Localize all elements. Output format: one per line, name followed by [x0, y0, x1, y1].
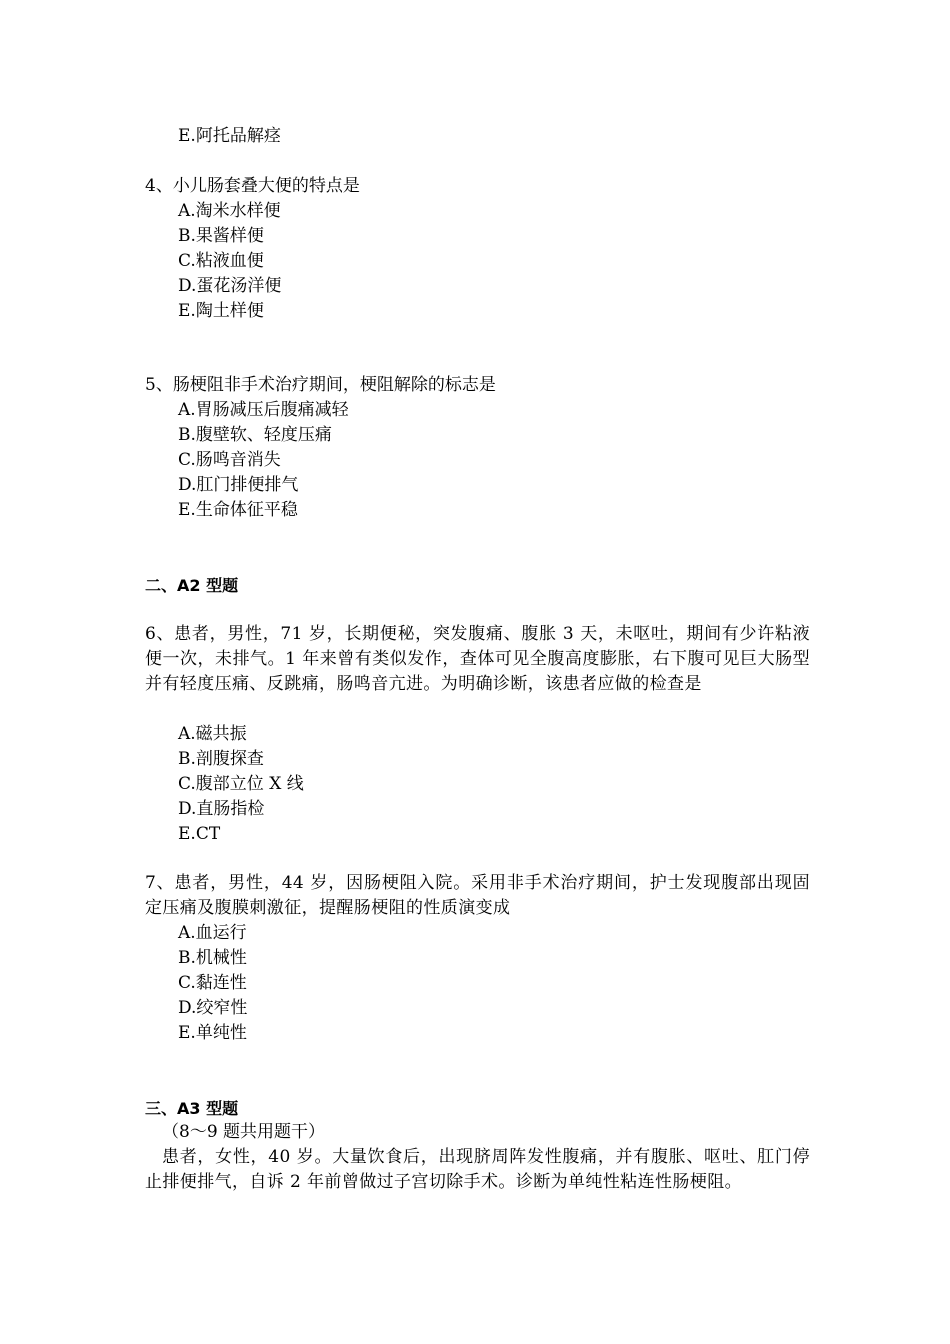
q7-option-b: B.机械性 — [178, 948, 247, 968]
q5-option-d: D.肛门排便排气 — [178, 475, 299, 495]
q6-option-b: B.剖腹探查 — [178, 749, 264, 769]
shared-stem-note: （8～9 题共用题干） — [162, 1122, 326, 1142]
q4-option-b: B.果酱样便 — [178, 226, 264, 246]
q7-option-d: D.绞窄性 — [178, 998, 248, 1018]
q4-option-c: C.粘液血便 — [178, 251, 264, 271]
q4-option-e: E.陶土样便 — [178, 301, 264, 321]
q4-option-d: D.蛋花汤洋便 — [178, 276, 282, 296]
q7-option-e: E.单纯性 — [178, 1023, 247, 1043]
q7-stem: 7、患者，男性，44 岁，因肠梗阻入院。采用非手术治疗期间，护士发现腹部出现固定压痛及腹膜刺激征，提醒肠梗阻的性质演变成 — [145, 873, 810, 918]
q6-option-e: E.CT — [178, 824, 221, 844]
q4-option-a: A.淘米水样便 — [178, 201, 281, 221]
section-heading-a2: 二、A2 型题 — [145, 576, 239, 595]
q7-option-a: A.血运行 — [178, 923, 247, 943]
q6-option-c: C.腹部立位 X 线 — [178, 774, 304, 794]
q5-stem: 5、肠梗阻非手术治疗期间，梗阻解除的标志是 — [145, 375, 496, 395]
q5-option-b: B.腹壁软、轻度压痛 — [178, 425, 332, 445]
q6-stem: 6、患者，男性，71 岁，长期便秘，突发腹痛、腹胀 3 天，未呕吐，期间有少许粘液便一次，未排气。1 年来曾有类似发作，查体可见全腹高度膨胀，右下腹可见巨大肠型并有轻度压痛、反跳痛，肠鸣音亢进。为明确诊断，该患者应做的检查是 — [145, 624, 810, 694]
q5-option-a: A.胃肠减压后腹痛减轻 — [178, 400, 349, 420]
q6-option-a: A.磁共振 — [178, 724, 247, 744]
q6-option-d: D.直肠指检 — [178, 799, 265, 819]
section-heading-a3: 三、A3 型题 — [145, 1099, 239, 1118]
q3-option-e: E.阿托品解痉 — [178, 126, 281, 146]
q7-option-c: C.黏连性 — [178, 973, 247, 993]
q4-stem: 4、小儿肠套叠大便的特点是 — [145, 176, 360, 196]
shared-stem-text: 患者，女性，40 岁。大量饮食后，出现脐周阵发性腹痛，并有腹胀、呕吐、肛门停止排便排气，自诉 2 年前曾做过子宫切除手术。诊断为单纯性粘连性肠梗阻。 — [145, 1147, 810, 1192]
q5-option-e: E.生命体征平稳 — [178, 500, 298, 520]
q5-option-c: C.肠鸣音消失 — [178, 450, 281, 470]
